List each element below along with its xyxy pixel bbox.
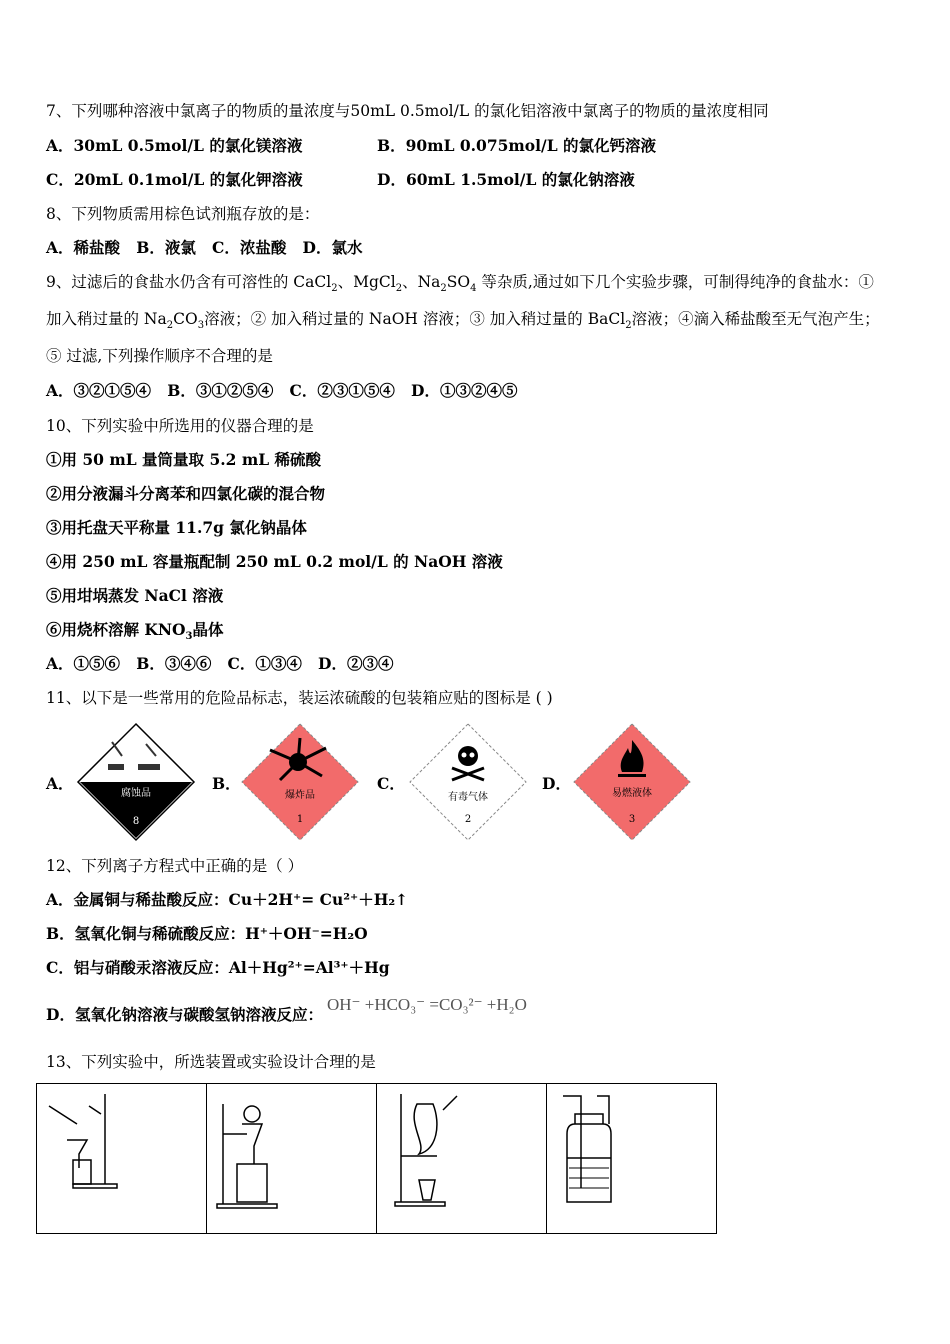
apparatus-burner xyxy=(377,1084,547,1234)
explosive-label-icon xyxy=(240,722,360,842)
q10-item: ④用 250 mL 容量瓶配制 250 mL 0.2 mol/L 的 NaOH 溶液 xyxy=(46,552,503,571)
q7-option-c: C．20mL 0.1mol/L 的氯化钾溶液 xyxy=(46,170,303,189)
apparatus-filtration xyxy=(37,1084,207,1234)
burner-apparatus-icon xyxy=(377,1084,546,1229)
svg-text:爆炸品: 爆炸品 xyxy=(285,790,315,801)
corrosive-label-icon xyxy=(76,722,196,842)
q12-option-d: D．氢氧化钠溶液与碳酸氢钠溶液反应：OH⁻ +HCO₃⁻ =CO₃²⁻ +H₂O xyxy=(46,995,527,1024)
apparatus-gas-washing-bottle xyxy=(547,1084,717,1234)
separatory-funnel-icon xyxy=(207,1084,376,1229)
q11-option-d: D． xyxy=(542,774,571,793)
q12-d-equation: OH⁻ +HCO₃⁻ =CO₃²⁻ +H₂O xyxy=(326,995,527,1014)
svg-text:1: 1 xyxy=(296,814,304,825)
filtration-apparatus-icon xyxy=(37,1084,206,1229)
q9-stem: 9、过滤后的食盐水仍含有可溶性的 CaCl$_2$、MgCl$_2$、$Na_2SO_4$ 等杂质,通过如下几个实验步骤，可制得纯净的食盐水：① xyxy=(46,273,874,295)
q7-stem: 7、下列哪种溶液中氯离子的物质的量浓度与50mL 0.5mol/L 的氯化铝溶液中氯离子的物质的量浓度相同 xyxy=(46,102,769,120)
svg-text:易燃液体: 易燃液体 xyxy=(612,788,652,799)
q12-option-b: B．氢氧化铜与稀硫酸反应：H⁺＋OH⁻=H₂O xyxy=(46,924,368,943)
q8-options: A．稀盐酸 B．液氯 C．浓盐酸 D．氯水 xyxy=(46,238,363,257)
q11-option-b: B． xyxy=(212,774,241,793)
q7-option-d: D．60mL 1.5mol/L 的氯化钠溶液 xyxy=(377,170,635,189)
toxic-gas-label-icon xyxy=(408,722,528,842)
gas-washing-bottle-icon xyxy=(547,1084,716,1229)
q10-item: ③用托盘天平称量 11.7g 氯化钠晶体 xyxy=(46,518,307,537)
q10-item: ①用 50 mL 量筒量取 5.2 mL 稀硫酸 xyxy=(46,450,322,469)
q9-question: ⑤ 过滤,下列操作顺序不合理的是 xyxy=(46,347,273,365)
q13-stem: 13、下列实验中，所选装置或实验设计合理的是 xyxy=(46,1053,376,1071)
q9-steps: 加入稍过量的 $Na_2CO_3$溶液；② 加入稍过量的 NaOH 溶液；③ 加入稍过量的 BaCl$_2$溶液；④滴入稀盐酸至无气泡产生； xyxy=(46,310,880,332)
flammable-liquid-label-icon xyxy=(572,722,692,842)
q12-option-a: A．金属铜与稀盐酸反应：Cu＋2H⁺= Cu²⁺＋H₂↑ xyxy=(46,890,409,909)
q10-item: ②用分液漏斗分离苯和四氯化碳的混合物 xyxy=(46,484,326,503)
svg-text:2: 2 xyxy=(464,814,472,825)
q10-item: ⑤用坩埚蒸发 NaCl 溶液 xyxy=(46,586,224,605)
q10-stem: 10、下列实验中所选用的仪器合理的是 xyxy=(46,417,314,435)
q11-option-a: A． xyxy=(46,774,74,793)
apparatus-separatory-funnel xyxy=(207,1084,377,1234)
q7-option-a: A．30mL 0.5mol/L 的氯化镁溶液 xyxy=(46,136,303,155)
svg-text:8: 8 xyxy=(132,816,140,827)
svg-text:有毒气体: 有毒气体 xyxy=(448,792,488,803)
q10-options: A．①⑤⑥ B．③④⑥ C．①③④ D．②③④ xyxy=(46,654,394,673)
svg-text:腐蚀品: 腐蚀品 xyxy=(121,788,151,799)
q11-option-c: C． xyxy=(377,774,405,793)
q9-options: A．③②①⑤④ B．③①②⑤④ C．②③①⑤④ D．①③②④⑤ xyxy=(46,381,518,400)
svg-text:3: 3 xyxy=(628,814,636,825)
q12-option-c: C．铝与硝酸汞溶液反应：Al＋Hg²⁺=Al³⁺＋Hg xyxy=(46,958,390,977)
q10-item: ⑥用烧杯溶解 $KNO_3$晶体 xyxy=(46,620,224,643)
q7-option-b: B．90mL 0.075mol/L 的氯化钙溶液 xyxy=(377,136,656,155)
apparatus-table xyxy=(36,1083,717,1234)
q11-stem: 11、以下是一些常用的危险品标志，装运浓硫酸的包装箱应贴的图标是 ( ) xyxy=(46,689,553,707)
q8-stem: 8、下列物质需用棕色试剂瓶存放的是： xyxy=(46,205,320,223)
q12-stem: 12、下列离子方程式中正确的是（ ） xyxy=(46,857,304,875)
